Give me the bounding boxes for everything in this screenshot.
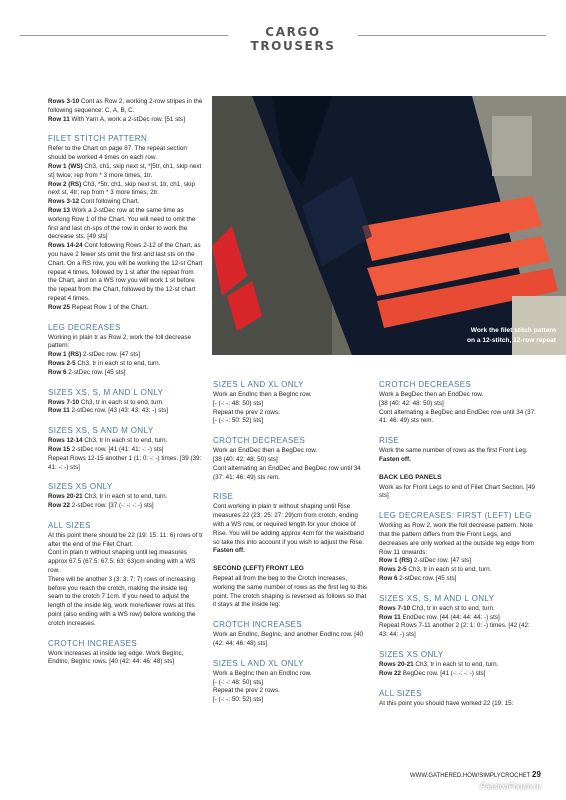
instruction-line	[48, 493, 204, 502]
section-heading-crotch-increases: CROTCH INCREASES	[213, 620, 303, 630]
instruction-line	[48, 502, 204, 511]
second-leg-instructions	[213, 575, 369, 610]
instruction-line	[379, 614, 539, 623]
instruction-line	[48, 407, 204, 416]
instruction-line	[48, 334, 204, 352]
header-rule-right	[358, 35, 546, 36]
row-label: Row 13	[48, 206, 71, 214]
footer-url[interactable]: WWW.GATHERED.HOW/SIMPLYCROCHET	[410, 773, 531, 779]
row-label: Rows 12-14	[48, 437, 83, 445]
instruction-line	[48, 304, 204, 313]
rise-instructions	[379, 447, 539, 465]
column-2	[213, 380, 369, 705]
rise-instructions	[213, 503, 369, 556]
section-heading-filet: FILET STITCH PATTERN	[48, 134, 148, 144]
instruction-text: [- (-: -: 48: 50) sts]	[213, 399, 264, 407]
instruction-text: Work an EndInc, BegInc, and another EndInc row. [40 (42: 44: 46: 48) sts]	[213, 631, 364, 647]
instruction-text: Repeat all from the beg to the Crotch Increases, working the same number of rows as the first leg to this point. The crotch shaping is reversed as follows so that it stays at the inside leg:	[213, 574, 367, 609]
instruction-text: Work as for Front Legs to end of Filet Chart Section. [49 sts]	[379, 483, 535, 500]
instruction-line	[48, 116, 204, 125]
size-instructions	[48, 437, 204, 472]
size-instructions	[48, 399, 204, 417]
instruction-line	[213, 670, 369, 679]
instruction-line	[379, 522, 539, 557]
instruction-line	[48, 576, 204, 629]
instruction-line	[213, 447, 369, 456]
row-label: Rows 14-24	[48, 242, 83, 250]
instruction-line	[48, 360, 204, 369]
instruction-text: Cont following Rows 2-12 of the Chart, as you have 2 fewer sts omit the first and last sts on the Chart. On a RS row, you will be working the 12-st Chart repeat 4 times, followed by 1 st after the repeat from the Chart, and on a WS row you will work 1 st before the repeat from the Chart, followed by the 12-st chart repeat 4 times.	[48, 242, 203, 302]
crochet-trousers-image	[212, 96, 566, 355]
instruction-line	[48, 242, 204, 304]
instruction-text: With Yarn A, work a 2-stDec row. [51 sts]	[69, 115, 185, 123]
instruction-line	[48, 650, 204, 668]
section-heading-back-leg-panels: BACK LEG PANELS	[379, 473, 442, 481]
row-label: Rows 3-10	[48, 98, 80, 105]
section-heading-crotch-decreases: CROTCH DECREASES	[213, 436, 306, 446]
instruction-line	[48, 437, 204, 446]
size-instructions	[213, 670, 369, 705]
caption-line: Work the filet stitch pattern	[470, 327, 556, 334]
instruction-line	[379, 605, 539, 614]
all-sizes-instructions	[379, 700, 539, 709]
instruction-text: Work the same number of rows as the first Front Leg.	[379, 447, 528, 455]
instruction-line	[379, 400, 539, 409]
instruction-text: At this point there should be 22 (19: 15: 11: 6) rows of tr after the end of the Filet Chart.	[48, 531, 203, 548]
row-label: Row 1 (RS)	[48, 351, 82, 359]
instruction-line	[48, 163, 204, 181]
instruction-line	[213, 400, 369, 409]
instruction-text: Work increases at inside leg edge. Work BegInc, EndInc, BegInc rows. [40 (42: 44: 46: 48) sts]	[48, 649, 184, 666]
instruction-line	[48, 351, 204, 360]
section-heading-all-sizes: ALL SIZES	[379, 688, 422, 698]
row-label: Row 25	[48, 303, 71, 311]
instruction-line	[213, 456, 369, 465]
instruction-text: Cont as Row 2, working 2-row stripes in the following sequence: C, A, B, C.	[48, 98, 203, 114]
section-heading-sizes: SIZES L AND XL ONLY	[213, 658, 304, 668]
instruction-text: There will be another 3 (3: 3: 7: 7) rows of increasing before you reach the crotch, making the inside leg seam to the crotch 7 1cm. If you need to adjust the length of the inside leg, work more/fewer rows at this point (also ending with a WS row) before working the crotch increases.	[48, 575, 196, 627]
instruction-line	[48, 198, 204, 207]
instruction-line	[48, 446, 204, 455]
crotch-decrease-instructions	[213, 447, 369, 482]
filet-instructions	[48, 145, 204, 312]
instruction-text: [- (-: -: 48: 50) sts]	[213, 678, 264, 686]
size-instructions	[213, 391, 369, 426]
column-3	[379, 380, 539, 708]
instruction-line	[213, 679, 369, 688]
instruction-text: 2-stDec row. [45 sts]	[397, 574, 457, 582]
instruction-text: At this point you should have worked 22 (19: 15:	[379, 699, 514, 707]
instruction-line	[379, 484, 539, 502]
instruction-line	[379, 622, 539, 640]
instruction-text: Repeat Row 1 of the Chart.	[70, 303, 149, 311]
instruction-line	[48, 145, 204, 163]
row-label: Row 22	[379, 669, 402, 677]
leg-decrease-instructions	[379, 522, 539, 584]
row-label: Row 11	[48, 115, 70, 123]
instruction-text: Refer to the Chart on page 87. The repeat section should be worked 4 times on each row.	[48, 145, 187, 162]
section-heading-sizes: SIZES XS, S, M AND L ONLY	[379, 593, 495, 603]
row-label: Fasten off.	[213, 547, 245, 555]
row-label: Rows 3-12	[48, 198, 80, 206]
instruction-line	[48, 207, 204, 242]
instruction-line	[379, 670, 539, 679]
row-label: Row 22	[48, 502, 71, 510]
instruction-text: Cont following Chart.	[79, 198, 140, 206]
caption-line: on a 12-stitch, 12-row repeat	[466, 336, 556, 344]
instruction-text: Ch3, tr in each st to end, turn.	[410, 604, 495, 612]
section-heading-sizes: SIZES XS, S, M AND L ONLY	[48, 387, 164, 397]
row-label: Rows 7-10	[379, 604, 411, 612]
instruction-line	[379, 409, 539, 427]
crotch-increase-instructions	[48, 650, 204, 668]
instruction-text: Working as Row 2, work the foll decrease pattern. Note that the pattern differs from the Front Legs, and decreases are only worked at the outside leg edge from Row 11 onwards:	[379, 522, 535, 556]
section-heading-rise: RISE	[213, 492, 234, 502]
size-instructions	[48, 493, 204, 511]
instruction-text: Cont alternating a BegDec and EndDec row until 34 (37: 41: 46: 49) sts rem.	[379, 408, 536, 425]
photo-caption	[467, 326, 556, 345]
instruction-text: 2-stDec row. [37 (-: -: -: -) sts]	[70, 502, 154, 510]
instruction-text: Repeat the prev 2 rows.	[213, 687, 280, 695]
instruction-line	[213, 575, 369, 610]
crotch-increase-instructions	[213, 631, 369, 649]
instruction-line	[213, 503, 369, 547]
trousers-photo	[212, 96, 566, 355]
intro-text	[48, 98, 204, 124]
section-heading-leg-decreases: LEG DECREASES: FIRST (LEFT) LEG	[379, 511, 532, 521]
instruction-text: Ch3, tr in each st to end, turn.	[82, 493, 168, 501]
column-1	[48, 98, 204, 667]
instruction-text: [38 (40: 42: 48: 50) sts]	[379, 399, 444, 407]
instruction-text: Ch3, tr in each st to end, turn.	[75, 359, 161, 367]
size-instructions	[379, 661, 539, 679]
row-label: Row 1 (WS)	[48, 162, 83, 170]
instruction-line	[48, 369, 204, 378]
instruction-text: [- (-: -: 50: 52) sts]	[213, 417, 264, 425]
section-heading-sizes: SIZES XS ONLY	[379, 649, 444, 659]
instruction-text: Cont working in plain tr without shaping until Rise measures 22 (23: 25: 27: 29)cm from crotch, ending with a WS row, or required length for your choice of Rise. You will be adding approx 4cm for the waistband so take this into account if you wish to adjust the Rise.	[213, 503, 364, 546]
instruction-text: [38 (40: 42: 48: 50) sts]	[213, 455, 278, 463]
instruction-line	[48, 455, 204, 473]
instruction-line	[48, 399, 204, 408]
instruction-line	[213, 409, 369, 418]
instruction-text: Cont in plain tr without shaping until leg measures approx 67.5 (67.5: 67.5: 63: 63)cm ending with a WS row.	[48, 549, 196, 575]
instruction-line	[48, 532, 204, 550]
section-heading-sizes: SIZES XS ONLY	[48, 482, 113, 492]
page-number: 29	[532, 770, 541, 779]
instruction-text: 2-stDec row. [41 (41: 41: -: -) sts]	[70, 445, 164, 453]
row-label: Row 11	[48, 407, 70, 415]
instruction-line	[213, 465, 369, 483]
instruction-text: Ch3, tr in each st to end, turn.	[406, 566, 492, 574]
instruction-line	[213, 696, 369, 705]
instruction-line	[213, 547, 369, 556]
page-header	[0, 20, 566, 53]
section-heading-rise: RISE	[379, 436, 400, 446]
instruction-line	[379, 575, 539, 584]
instruction-text: 2-stDec row. [47 sts]	[81, 351, 141, 359]
instruction-line	[48, 181, 204, 199]
instruction-text: Work an EndInc then a BegInc row.	[213, 391, 312, 398]
instruction-text: Repeat the prev 2 rows.	[213, 408, 280, 416]
instruction-line	[379, 700, 539, 709]
row-label: Fasten off.	[379, 455, 411, 463]
section-heading-crotch-decreases: CROTCH DECREASES	[379, 380, 472, 389]
instruction-text: Ch3, tr in each st to end, turn.	[82, 437, 168, 445]
instruction-text: Repeat Rows 7-11 another 2 (2: 1: 0: -) times. [42 (42: 43: 44: -) sts]	[379, 622, 530, 639]
instruction-text: Ch3, tr in each st to end, turn.	[413, 660, 499, 668]
row-label: Rows 7-10	[48, 398, 80, 406]
instruction-line	[213, 631, 369, 649]
row-label: Rows 2-5	[379, 566, 407, 574]
back-leg-instructions	[379, 484, 539, 502]
row-label: Row 11	[379, 613, 401, 621]
row-label: Rows 2-5	[48, 359, 76, 367]
row-label: Row 6	[379, 574, 398, 582]
instruction-text: Work a BegDec then an EndDec row.	[379, 391, 484, 398]
instruction-line	[48, 98, 204, 116]
instruction-text: Ch3, ch1, skip next st, *[5tr, ch1, skip next st] twice; rep from * 3 more times, 1tr.	[48, 162, 202, 179]
section-heading-all-sizes: ALL SIZES	[48, 520, 91, 530]
instruction-text: Work an EndDec then a BegDec row.	[213, 447, 318, 455]
instruction-line	[379, 661, 539, 670]
section-heading-leg-decreases: LEG DECREASES	[48, 322, 121, 332]
all-sizes-instructions	[48, 532, 204, 629]
instruction-text: [- (-: -: 50: 52) sts]	[213, 696, 264, 704]
instruction-line	[379, 456, 539, 465]
instruction-text: Ch3, *5tr, ch1, skip next st, 1tr, ch1, skip next st, 4tr; rep from * 3 more times, 2tr.	[48, 180, 195, 197]
instruction-line	[379, 557, 539, 566]
instruction-line	[379, 447, 539, 456]
instruction-text: Repeat Rows 12-15 another 1 (1: 0: -: -) times. [39 (39: 41: -: -) sts]	[48, 454, 202, 471]
instruction-text: Cont alternating an EndDec and BegDec row until 34 (37: 41: 46: 49) sts rem.	[213, 464, 361, 481]
instruction-text: Work a BegInc then an EndInc row.	[213, 669, 312, 677]
instruction-line	[213, 417, 369, 426]
row-label: Rows 20-21	[379, 660, 414, 668]
instruction-line	[213, 391, 369, 400]
instruction-text: Work a 2-stDec row at the same time as working Row 1 of the Chart. You will need to omit the first and last ch-sps of the row in order to work the decrease sts. [49 sts]	[48, 206, 196, 241]
instruction-text: Ch3, tr in each st to end, turn.	[79, 398, 164, 406]
header-rule-left	[20, 35, 228, 36]
watermark: PassionForum.ru	[480, 782, 541, 791]
row-label: Row 2 (RS)	[48, 180, 82, 188]
row-label: Rows 20-21	[48, 493, 83, 501]
instruction-text: Working in plain tr as Row 2, work the foll decrease pattern:	[48, 333, 192, 350]
page-title: CARGO TROUSERS	[250, 25, 336, 53]
leg-decrease-instructions	[48, 334, 204, 378]
instruction-text: 2-stDec row. [45 sts]	[66, 368, 126, 376]
section-heading-sizes: SIZES XS, S AND M ONLY	[48, 426, 154, 436]
instruction-text: EndDec row. [44 (44: 44: 44: -) sts]	[400, 613, 500, 621]
crotch-decrease-instructions	[379, 391, 539, 426]
section-heading-second-leg: SECOND (LEFT) FRONT LEG	[213, 565, 304, 573]
size-instructions	[379, 605, 539, 640]
instruction-line	[48, 549, 204, 575]
section-heading-sizes: SIZES L AND XL ONLY	[213, 380, 304, 389]
row-label: Row 1 (RS)	[379, 557, 413, 565]
page-footer	[410, 770, 541, 779]
instruction-text: 2-stDec row. [47 sts]	[412, 557, 472, 565]
row-label: Row 15	[48, 445, 71, 453]
instruction-line	[213, 687, 369, 696]
instruction-line	[379, 391, 539, 400]
instruction-text: BegDec row. [41 (-: -: -: -) sts]	[401, 669, 486, 677]
row-label: Row 6	[48, 368, 67, 376]
instruction-text: 2-stDec row. [43 (43: 43: 43: -) sts]	[69, 407, 169, 415]
instruction-line	[379, 566, 539, 575]
section-heading-crotch-increases: CROTCH INCREASES	[48, 638, 138, 648]
